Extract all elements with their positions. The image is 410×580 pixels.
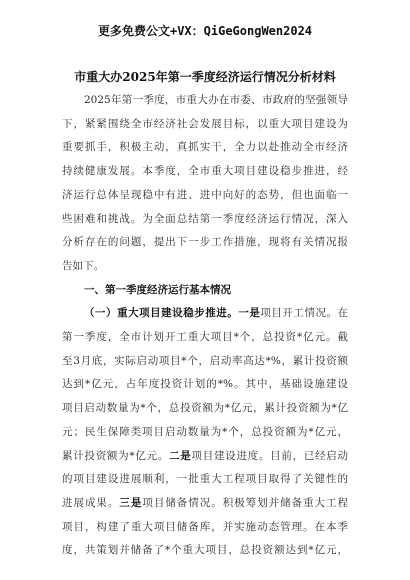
paragraph-line: 下，紧紧围绕全市经济社会发展目标，以重大项目建设为 <box>62 117 348 130</box>
paragraph-line: 第一季度，全市计划开工重大项目*个，总投资*亿元。截 <box>62 331 348 343</box>
paragraph-line: 些困难和挑战。为全面总结第一季度经济运行情况，深入 <box>62 212 348 225</box>
paragraph-line: 至3月底，实际启动项目*个，启动率高达*%，累计投资额 <box>62 354 348 367</box>
paragraph-line: 元；民生保障类项目启动数量为*个，总投资额为*亿元， <box>62 425 348 438</box>
paragraph-line: 的项目建设进展顺利，一批重大工程项目取得了关键性的 <box>62 473 348 486</box>
paragraph-line <box>62 492 348 516</box>
point-label: 三是 <box>119 496 143 509</box>
inline-text: 项目建设进度。目前，已经启动 <box>191 449 348 462</box>
paragraph-line: 持续健康发展。本季度，全市重大项目建设稳步推进，经 <box>62 165 348 178</box>
paragraph-line: 项目启动数量为*个，总投资额为*亿元，累计投资额为*亿 <box>62 402 348 415</box>
paragraph-line: 项目，构建了重大项目储备库，并实施动态管理。在本季 <box>62 520 348 533</box>
paragraph-line: 2025年第一季度，市重大办在市委、市政府的坚强领导 <box>84 94 348 106</box>
point-label: 一是 <box>238 307 261 320</box>
paragraph-line: 达到*亿元，占年度投资计划的*%。其中，基础设施建设 <box>62 378 348 391</box>
document-title: 市重大办2025年第一季度经济运行情况分析材料 <box>74 70 336 84</box>
subsection-line <box>84 302 348 326</box>
paragraph-line: 度，共策划并储备了*个重大项目，总投资额达到*亿元， <box>62 544 348 557</box>
inline-text: 累计投资额为*亿元。 <box>62 449 170 462</box>
subsection-heading: （一）重大项目建设稳步推进。 <box>84 307 239 320</box>
inline-text: 项目储备情况。积极筹划并储备重大工程 <box>142 496 348 509</box>
point-label: 二是 <box>169 449 192 462</box>
section-heading: 一、第一季度经济运行基本情况 <box>84 283 231 296</box>
paragraph-line: 告如下。 <box>62 259 104 272</box>
paragraph-line: 济运行总体呈现稳中有进、进中向好的态势，但也面临一 <box>62 188 348 201</box>
paragraph-line <box>62 445 348 469</box>
paragraph-line: 重要抓手，积极主动，真抓实干，全力以赴推动全市经济 <box>62 141 348 154</box>
promo-banner: 更多免费公文+VX：QiGeGongWen2024 <box>97 24 313 38</box>
inline-text: 进展成果。 <box>62 496 120 509</box>
inline-text: 项目开工情况。在 <box>260 307 348 320</box>
paragraph-line: 分析存在的问题，提出下一步工作措施，现将有关情况报 <box>62 236 348 249</box>
